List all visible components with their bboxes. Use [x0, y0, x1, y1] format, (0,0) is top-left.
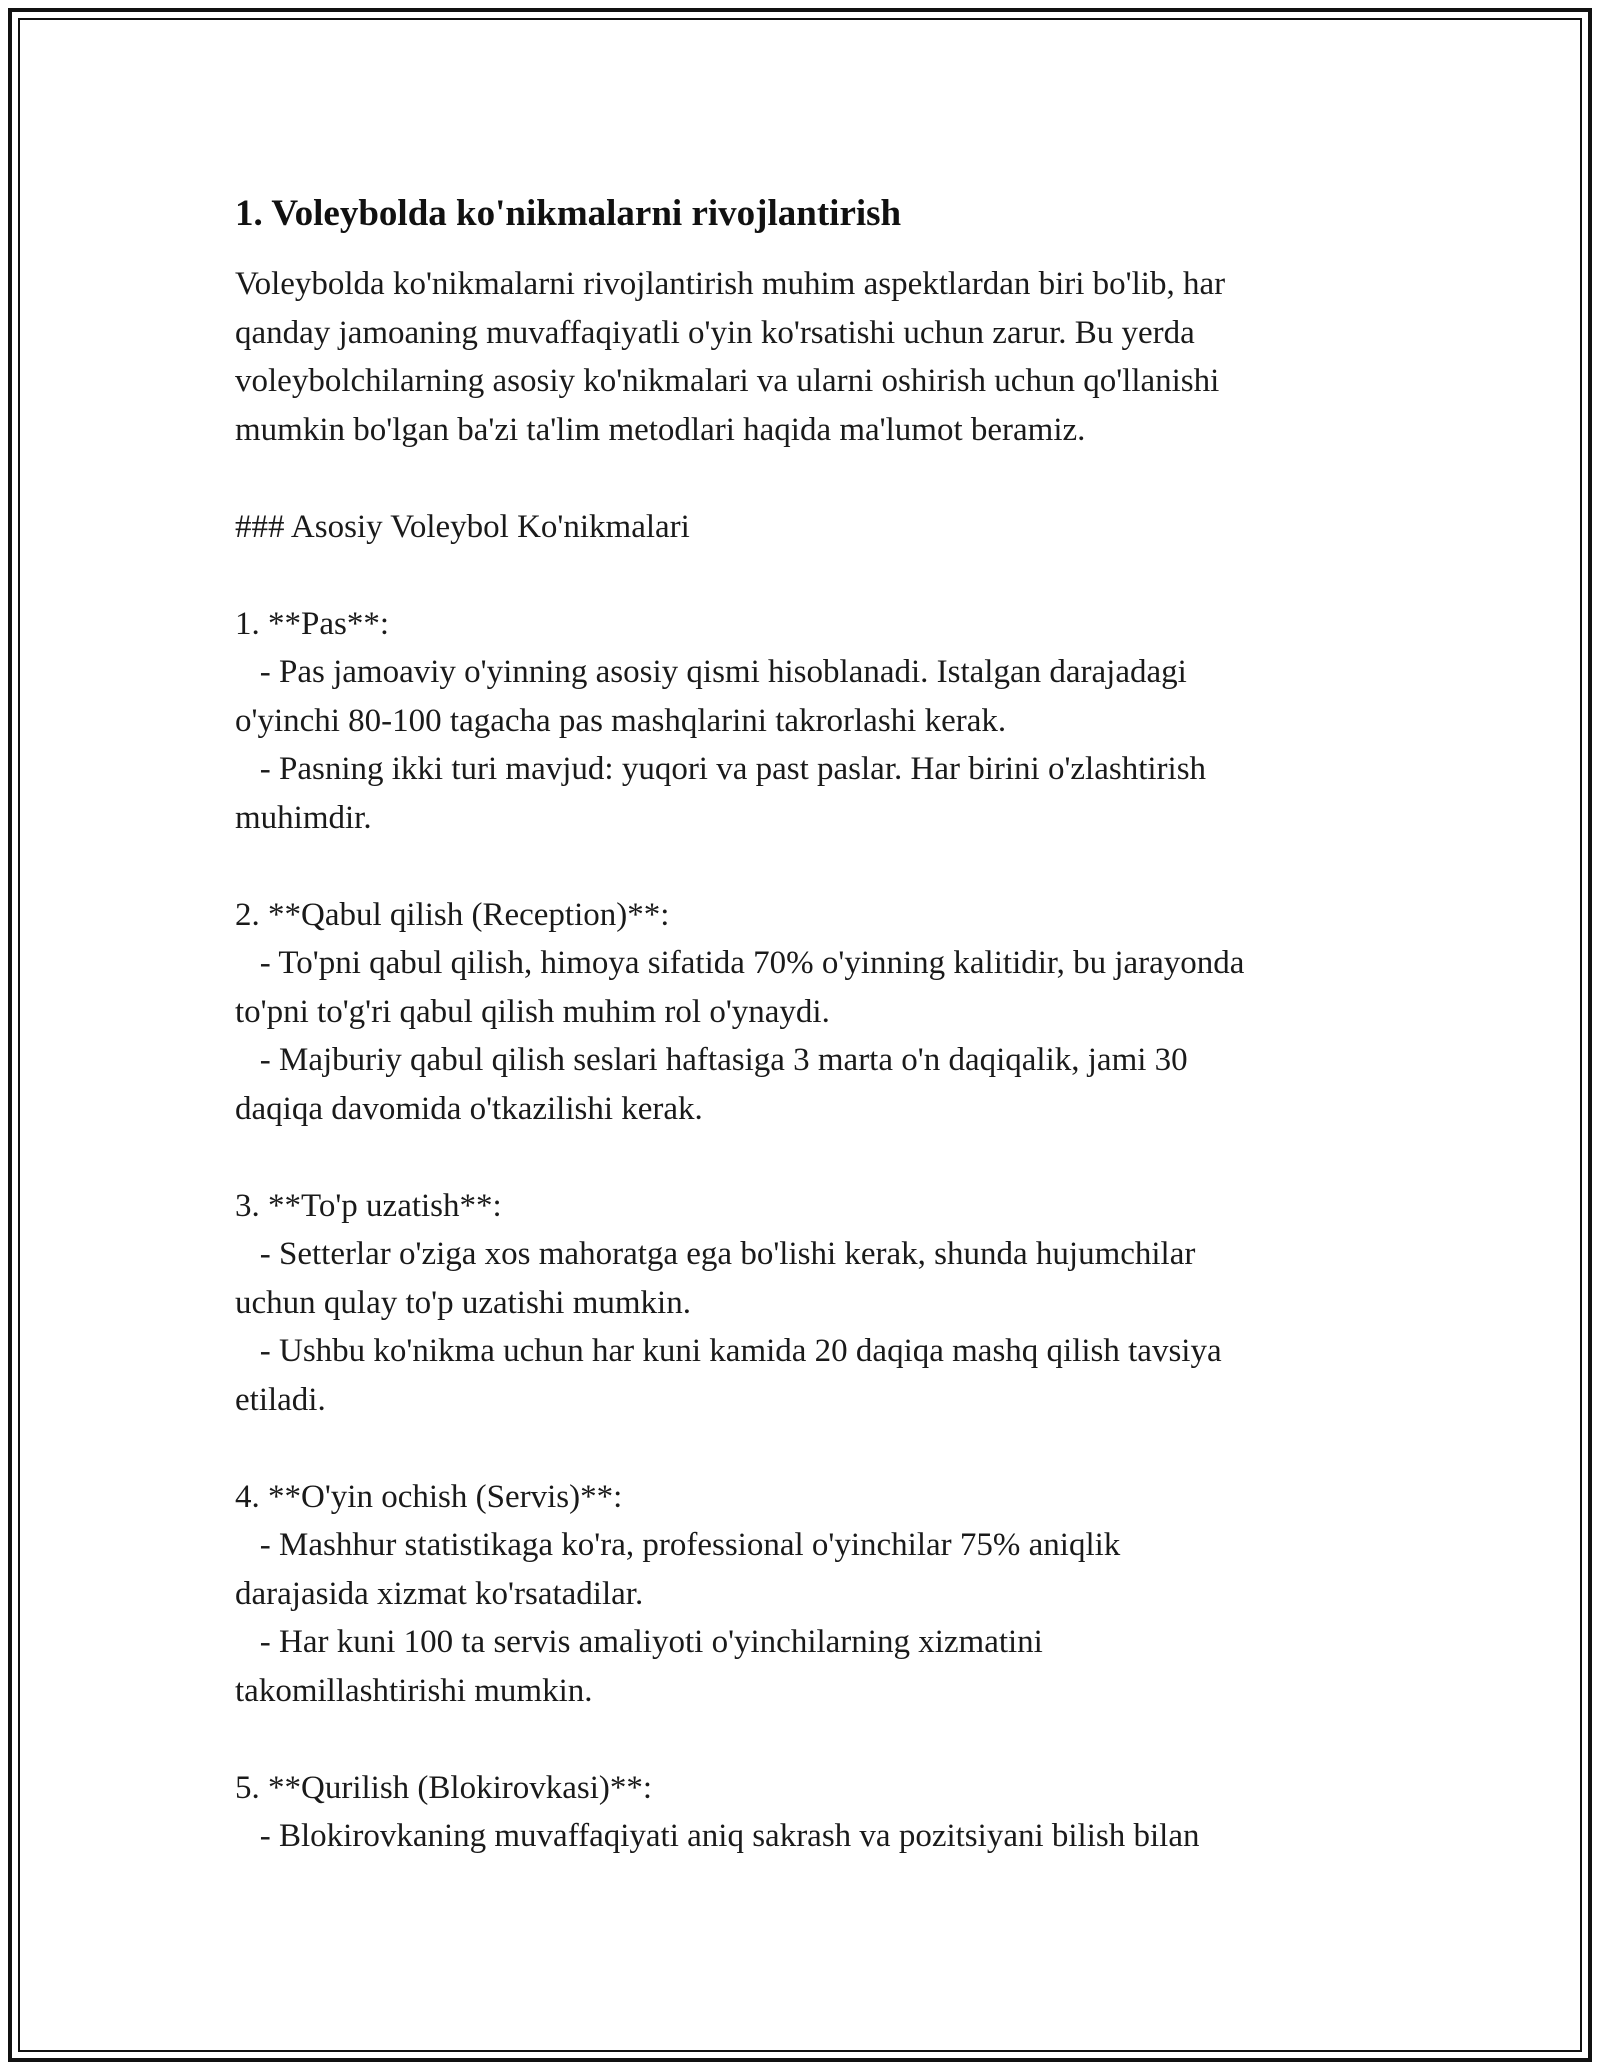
- text-line: - Mashhur statistikaga ko'ra, professional o'yinchilar 75% aniqlik: [235, 1527, 1121, 1563]
- text-line: darajasida xizmat ko'rsatadilar.: [235, 1575, 644, 1612]
- text-line: 5. **Qurilish (Blokirovkasi)**:: [235, 1769, 653, 1806]
- text-line: daqiqa davomida o'tkazilishi kerak.: [235, 1090, 703, 1127]
- text-line: - To'pni qabul qilish, himoya sifatida 70% o'yinning kalitidir, bu jarayonda: [235, 945, 1245, 981]
- text-line: mumkin bo'lgan ba'zi ta'lim metodlari haqida ma'lumot beramiz.: [235, 411, 1086, 448]
- text-line: - Pas jamoaviy o'yinning asosiy qismi hisoblanadi. Istalgan darajadagi: [235, 654, 1187, 690]
- blank-line: [235, 1133, 1375, 1182]
- text-line: - Majburiy qabul qilish seslari haftasiga 3 marta o'n daqiqalik, jami 30: [235, 1042, 1188, 1078]
- document-text: [235, 260, 1375, 1861]
- text-line: takomillashtirishi mumkin.: [235, 1672, 593, 1709]
- text-line: voleybolchilarning asosiy ko'nikmalari va ularni oshirish uchun qo'llanishi: [235, 363, 1220, 399]
- text-line: - Ushbu ko'nikma uchun har kuni kamida 20 daqiqa mashq qilish tavsiya: [235, 1333, 1222, 1369]
- text-line: Voleybolda ko'nikmalarni rivojlantirish muhim aspektlardan biri bo'lib, har: [235, 266, 1226, 302]
- document-title: 1. Voleybolda ko'nikmalarni rivojlantirish: [235, 193, 902, 234]
- text-line: uchun qulay to'p uzatishi mumkin.: [235, 1284, 691, 1321]
- blank-line: [235, 842, 1375, 891]
- text-line: qanday jamoaning muvaffaqiyatli o'yin ko'rsatishi uchun zarur. Bu yerda: [235, 314, 1195, 351]
- text-line: - Har kuni 100 ta servis amaliyoti o'yinchilarning xizmatini: [235, 1624, 1043, 1660]
- text-line: - Blokirovkaning muvaffaqiyati aniq sakrash va pozitsiyani bilish bilan: [235, 1818, 1200, 1854]
- text-line: 4. **O'yin ochish (Servis)**:: [235, 1478, 623, 1515]
- text-line: muhimdir.: [235, 799, 372, 836]
- document-body: [235, 190, 1375, 1861]
- text-line: 3. **To'p uzatish**:: [235, 1187, 502, 1224]
- blank-line: [235, 454, 1375, 503]
- text-line: - Pasning ikki turi mavjud: yuqori va past paslar. Har birini o'zlashtirish: [235, 751, 1207, 787]
- blank-line: [235, 1424, 1375, 1473]
- text-line: etiladi.: [235, 1381, 326, 1418]
- blank-line: [235, 1715, 1375, 1764]
- text-line: to'pni to'g'ri qabul qilish muhim rol o'ynaydi.: [235, 993, 830, 1030]
- text-line: - Setterlar o'ziga xos mahoratga ega bo'lishi kerak, shunda hujumchilar: [235, 1236, 1196, 1272]
- text-line: o'yinchi 80-100 tagacha pas mashqlarini takrorlashi kerak.: [235, 702, 1007, 739]
- text-line: ### Asosiy Voleybol Ko'nikmalari: [235, 508, 690, 545]
- text-line: 1. **Pas**:: [235, 605, 390, 642]
- blank-line: [235, 551, 1375, 600]
- text-line: 2. **Qabul qilish (Reception)**:: [235, 896, 670, 933]
